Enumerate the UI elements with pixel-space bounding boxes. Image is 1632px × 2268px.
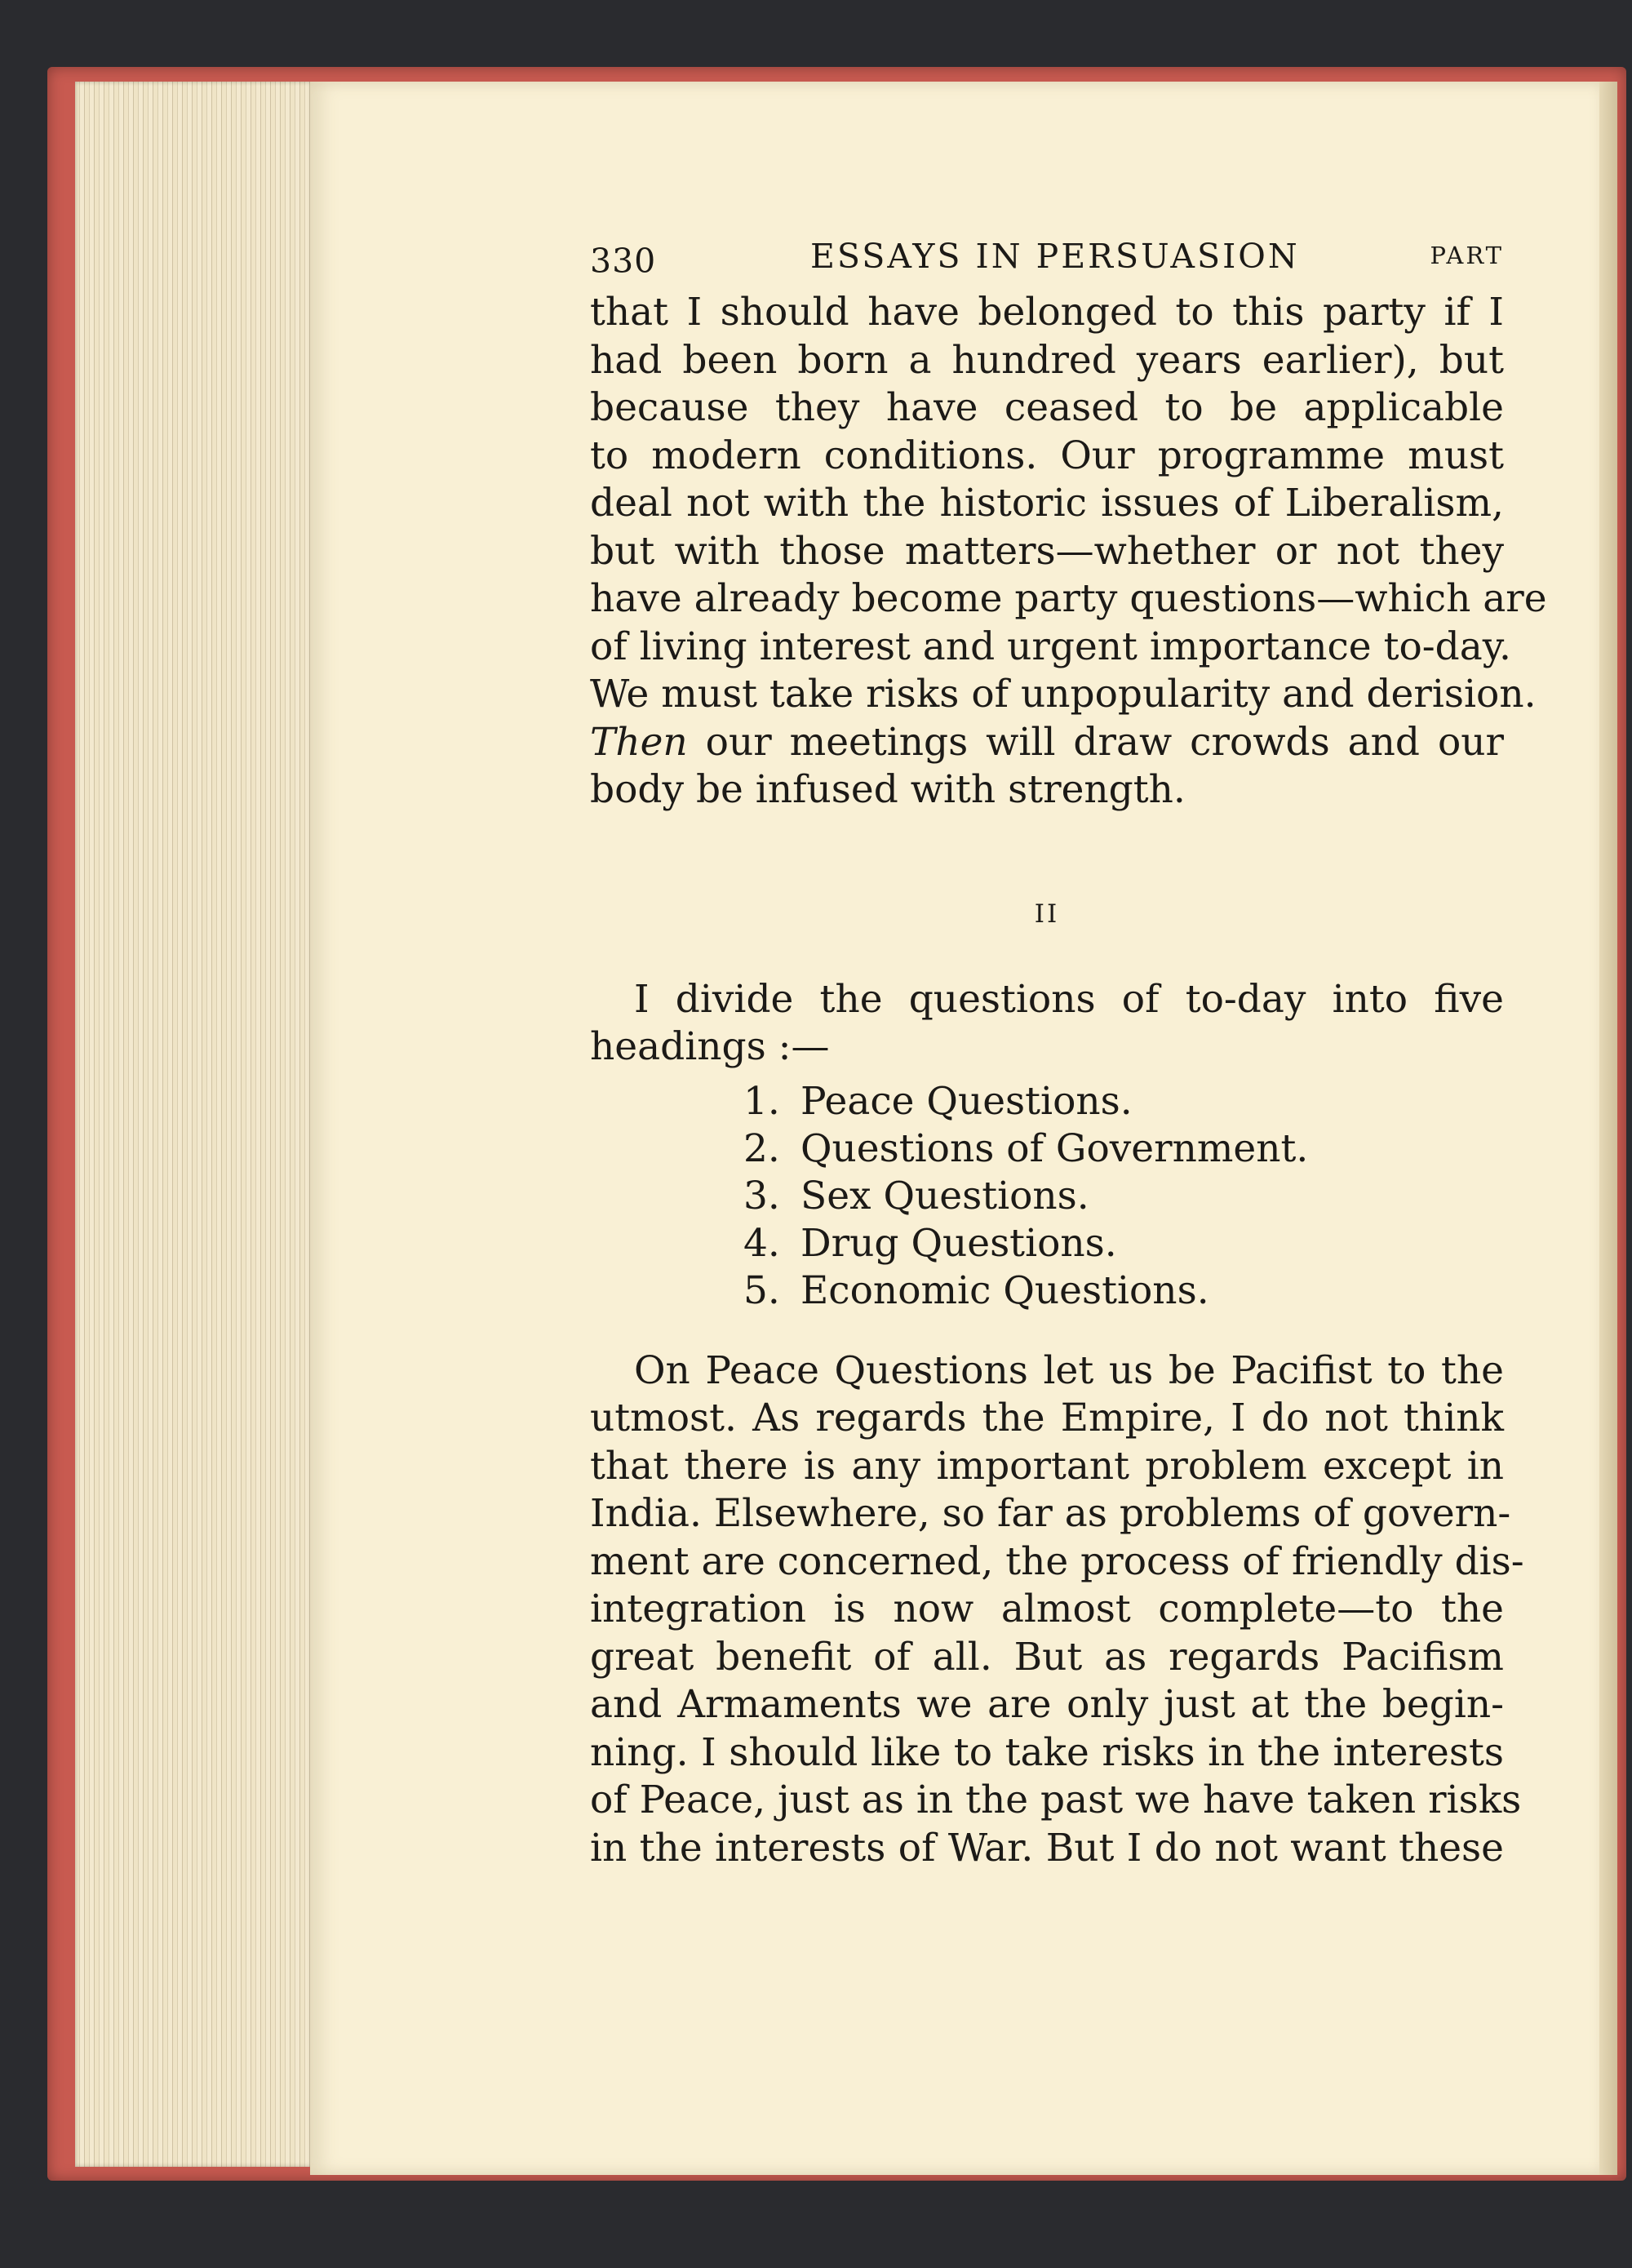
text-line: I divide the questions of to-day into five [634, 976, 1504, 1022]
text-line: deal not with the historic issues of Liberalism, [590, 481, 1504, 526]
section-intro [590, 976, 1504, 1072]
text-line [590, 719, 1504, 767]
text-line: but with those matters—whether or not they [590, 528, 1504, 574]
text-line: that I should have belonged to this party if I [590, 290, 1504, 335]
list-label: Economic Questions. [800, 1267, 1209, 1313]
text-line: great benefit of all. But as regards Pacifism [590, 1634, 1504, 1680]
text-line: that there is any important problem except in [590, 1443, 1504, 1489]
text-line: of Peace, just as in the past we have taken risks [590, 1778, 1522, 1822]
text-line: had been born a hundred years earlier), but [590, 337, 1504, 383]
text-line: integration is now almost complete—to the [590, 1587, 1504, 1631]
list-item [590, 1267, 1504, 1315]
list-number: 3. [743, 1173, 780, 1218]
text-line: to modern conditions. Our programme must [590, 433, 1504, 478]
text-line: headings :— [590, 1024, 830, 1069]
text-line: because they have ceased to be applicable [590, 385, 1504, 430]
list-number: 5. [743, 1267, 780, 1313]
part-label: PART [1430, 242, 1504, 269]
text-line: ning. I should like to take risks in the interests [590, 1729, 1504, 1775]
list-number: 4. [743, 1220, 780, 1266]
text-line: body be infused with strength. [590, 767, 1186, 812]
section-number: II [1034, 899, 1060, 929]
list-label: Drug Questions. [800, 1220, 1117, 1266]
text-line: in the interests of War. But I do not want these [590, 1825, 1504, 1871]
text-line: We must take risks of unpopularity and derision. [590, 672, 1537, 717]
text-line: and Armaments we are only just at the begin- [590, 1682, 1504, 1727]
text-line: have already become party questions—which are [590, 576, 1547, 621]
text-line: utmost. As regards the Empire, I do not think [590, 1396, 1504, 1440]
page-gutter-edge [1599, 82, 1617, 2175]
running-title: ESSAYS IN PERSUASION [810, 237, 1300, 276]
list-label: Peace Questions. [800, 1078, 1133, 1124]
text-line: of living interest and urgent importance to-day. [590, 624, 1511, 669]
list-item [590, 1125, 1504, 1173]
text-line: On Peace Questions let us be Pacifist to the [634, 1347, 1504, 1393]
text-fragment: our meetings will draw crowds and our [705, 719, 1504, 765]
list-item [590, 1220, 1504, 1267]
text-line: India. Elsewhere, so far as problems of govern- [590, 1491, 1511, 1536]
list-label: Sex Questions. [800, 1173, 1089, 1218]
emphasis-word: Then [590, 719, 688, 765]
list-label: Questions of Government. [800, 1125, 1309, 1171]
page-text [590, 237, 1547, 1872]
paragraph-peace [590, 1347, 1524, 1873]
page-number: 330 [590, 242, 657, 281]
list-item [590, 1173, 1504, 1220]
headings-list [590, 1078, 1504, 1315]
list-number: 1. [743, 1078, 780, 1124]
running-header [590, 237, 1504, 289]
text-line: ment are concerned, the process of friendly dis- [590, 1538, 1524, 1584]
list-number: 2. [743, 1125, 780, 1171]
paragraph-continuation [590, 289, 1547, 814]
list-item [590, 1078, 1504, 1125]
page-edges [75, 82, 312, 2167]
